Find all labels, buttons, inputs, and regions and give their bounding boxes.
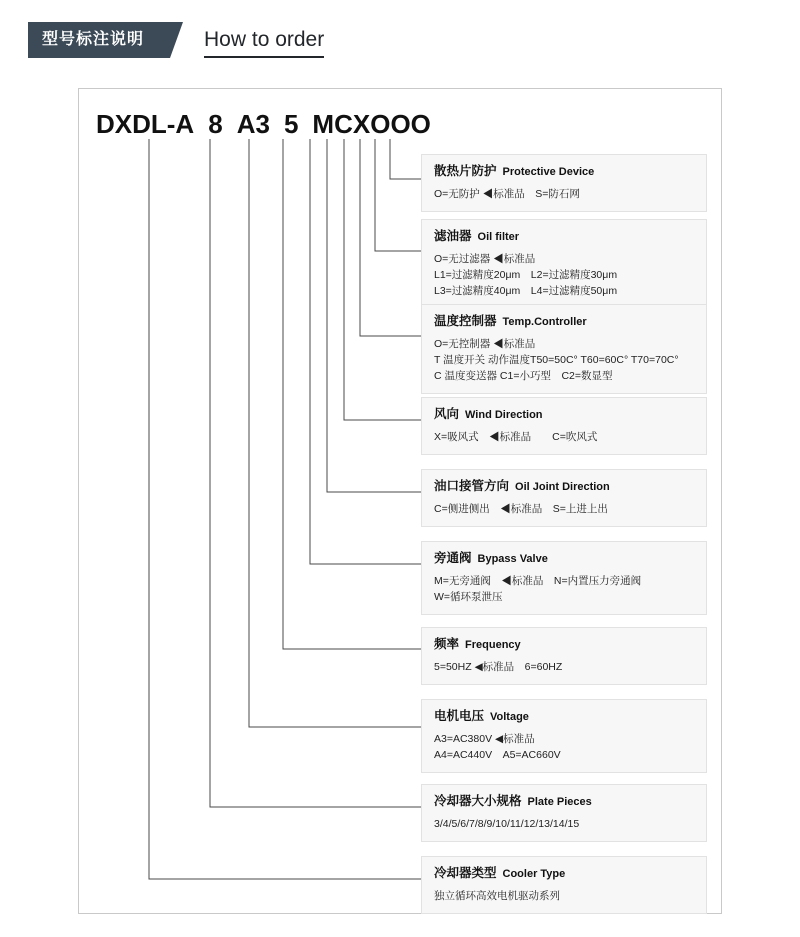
option-block-bypass-valve — [421, 541, 707, 615]
block-row: 5=50HZ ◀标准品 6=60HZ — [434, 661, 563, 673]
option-block-cooler-type — [421, 856, 707, 914]
page-title: How to order — [204, 27, 324, 58]
option-block-wind-direction — [421, 397, 707, 455]
option-block-temp-controller — [421, 304, 707, 394]
header-badge-cn: 型号标注说明 — [28, 22, 170, 58]
block-title: 电机电压 Voltage — [434, 709, 529, 723]
block-row: C 温度变送器 C1=小巧型 C2=数显型 — [434, 370, 613, 382]
model-code-segment: O — [370, 109, 391, 139]
block-row: A4=AC440V A5=AC660V — [434, 749, 561, 761]
block-row: L1=过滤精度20μm L2=过滤精度30μm — [434, 269, 618, 281]
block-title: 散热片防护 Protective Device — [434, 164, 595, 178]
block-row: X=吸风式 ◀标准品 C=吹风式 — [434, 431, 598, 443]
block-title: 冷却器大小规格 Plate Pieces — [434, 794, 592, 808]
model-code-segment: M — [312, 109, 335, 139]
block-row: O=无过滤器 ◀标准品 — [434, 253, 536, 265]
order-code-diagram — [78, 88, 722, 914]
model-code-segment: DXDL-A — [96, 109, 195, 139]
block-row: O=无控制器 ◀标准品 — [434, 338, 536, 350]
block-title: 冷却器类型 Cooler Type — [434, 866, 566, 880]
block-title: 滤油器 Oil filter — [434, 229, 520, 243]
model-code-segment: A3 — [236, 109, 270, 139]
block-row: W=循环泵泄压 — [434, 591, 503, 603]
block-row: L3=过滤精度40μm L4=过滤精度50μm — [434, 285, 618, 297]
model-code-segment: 5 — [283, 109, 299, 139]
block-row: A3=AC380V ◀标准品 — [434, 733, 535, 745]
block-row: O=无防护 ◀标准品 S=防石网 — [434, 188, 580, 200]
model-code-segment: C — [334, 109, 353, 139]
option-block-frequency — [421, 627, 707, 685]
page-header — [28, 22, 324, 58]
option-block-voltage — [421, 699, 707, 773]
block-title: 温度控制器 Temp.Controller — [434, 314, 587, 328]
model-code-segment: O — [390, 109, 411, 139]
block-row: T 温度开关 动作温度T50=50C° T60=60C° T70=70C° — [434, 354, 679, 366]
model-code — [96, 109, 431, 140]
option-block-plate-pieces — [421, 784, 707, 842]
option-block-oil-filter — [421, 219, 707, 309]
block-title: 油口接管方向 Oil Joint Direction — [434, 479, 610, 493]
block-row: 3/4/5/6/7/8/9/10/11/12/13/14/15 — [434, 818, 580, 830]
block-row: M=无旁通阀 ◀标准品 N=内置压力旁通阀 — [434, 575, 642, 587]
block-title: 频率 Frequency — [434, 637, 521, 651]
model-code-segment: 8 — [208, 109, 223, 139]
model-code-segment: X — [352, 109, 371, 139]
block-row: 独立循环高效电机驱动系列 — [434, 890, 560, 902]
option-block-protective-device — [421, 154, 707, 212]
block-title: 风向 Wind Direction — [434, 407, 543, 421]
option-block-oil-joint-direction — [421, 469, 707, 527]
model-code-segment: O — [410, 109, 431, 139]
block-row: C=侧进侧出 ◀标准品 S=上进上出 — [434, 503, 608, 515]
block-title: 旁通阀 Bypass Valve — [434, 551, 548, 565]
